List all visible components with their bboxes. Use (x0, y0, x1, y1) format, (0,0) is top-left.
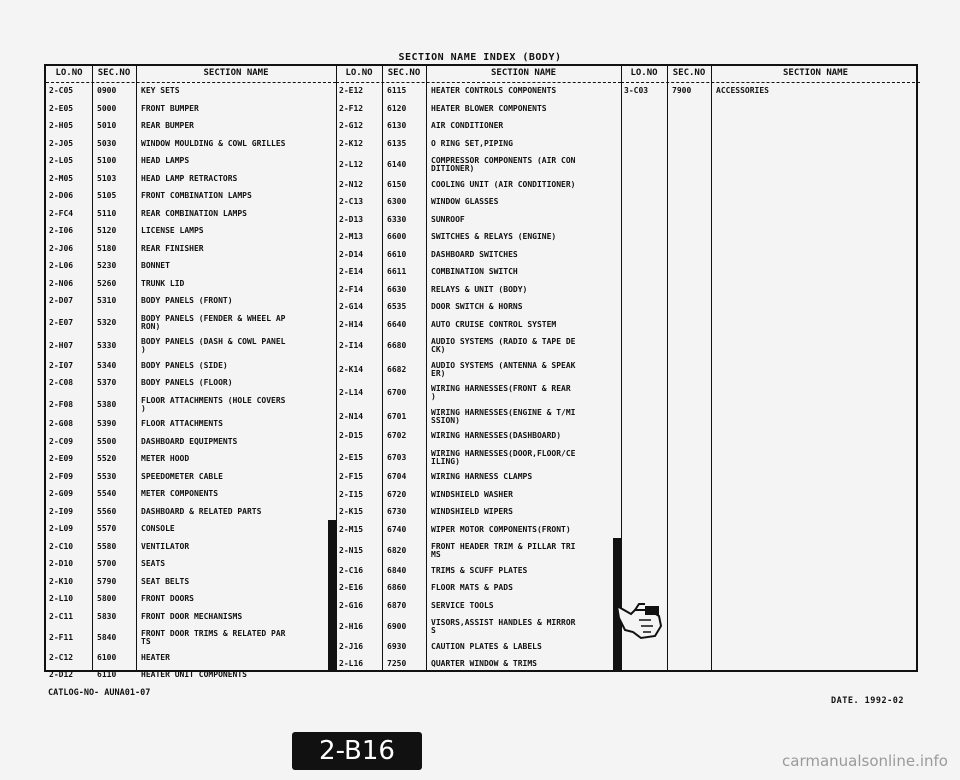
table-row (336, 121, 621, 139)
sec-number: 5530 (97, 471, 117, 481)
section-name: SEATS (141, 559, 166, 568)
header-section-name: SECTION NAME (490, 68, 557, 78)
lo-number: 2-C08 (49, 378, 74, 387)
index-column-2 (336, 66, 621, 670)
lo-number: 2-C11 (49, 611, 74, 621)
section-name: SWITCHES & RELAYS (ENGINE) (431, 232, 557, 241)
section-name: REAR COMBINATION LAMPS (141, 208, 247, 218)
lo-number: 2-G16 (339, 600, 364, 610)
section-name: FRONT DOORS (141, 594, 194, 603)
table-row (46, 559, 336, 577)
sec-number: 0900 (97, 86, 117, 95)
section-name: HEATER UNIT COMPONENTS (141, 670, 247, 679)
sec-number: 6150 (387, 179, 407, 189)
table-row (336, 525, 621, 543)
section-name: TRIMS & SCUFF PLATES (431, 565, 528, 575)
table-row (336, 408, 621, 432)
lo-number: 2-G09 (49, 489, 74, 498)
section-name: HEAD LAMPS (141, 156, 190, 165)
lo-number: 2-E05 (49, 103, 74, 113)
table-row (46, 629, 336, 653)
section-name: LICENSE LAMPS (141, 226, 204, 235)
lo-number: 2-K12 (339, 138, 364, 148)
section-name: AIR CONDITIONER (431, 121, 504, 130)
section-name: FRONT HEADER TRIM & PILLAR TRI (431, 542, 576, 551)
lo-number: 2-J06 (49, 243, 74, 253)
section-name-cont: MS (431, 550, 441, 559)
table-row (46, 542, 336, 560)
lo-number: 2-D15 (339, 431, 364, 440)
lo-number: 2-D13 (339, 214, 364, 224)
lo-number: 2-D07 (49, 296, 74, 305)
sec-number: 6820 (387, 546, 407, 555)
section-name-cont: ER) (431, 368, 446, 378)
watermark-text: carmanualsonline.info (782, 752, 948, 770)
lo-number: 2-C10 (49, 541, 74, 551)
section-name: VISORS,ASSIST HANDLES & MIRROR (431, 618, 576, 627)
sec-number: 6640 (387, 319, 407, 329)
sec-number: 5340 (97, 360, 117, 370)
lo-number: 2-E12 (339, 86, 364, 95)
lo-number: 2-I15 (339, 489, 364, 499)
section-name: DOOR SWITCH & HORNS (431, 302, 523, 311)
table-row (336, 566, 621, 584)
header-rule (46, 82, 336, 83)
section-name-cont: RON) (141, 321, 161, 331)
section-name: FRONT COMBINATION LAMPS (141, 191, 252, 200)
section-name: AUTO CRUISE CONTROL SYSTEM (431, 319, 557, 329)
section-name: O RING SET,PIPING (431, 138, 513, 148)
table-row (336, 431, 621, 449)
column-edge-bar (328, 520, 336, 670)
section-name: DASHBOARD EQUIPMENTS (141, 436, 238, 446)
table-row (336, 267, 621, 285)
table-row (336, 215, 621, 233)
table-row (46, 191, 336, 209)
sec-number: 6730 (387, 507, 407, 516)
header-sec-no: SEC.NO (387, 68, 421, 78)
sec-number: 6300 (387, 197, 407, 206)
lo-number: 2-L16 (339, 659, 364, 668)
section-name: ACCESSORIES (716, 86, 769, 95)
header-sec-no: SEC.NO (672, 68, 706, 78)
sec-number: 6135 (387, 138, 407, 148)
sec-number: 5540 (97, 489, 117, 498)
table-row (336, 320, 621, 338)
table-row (46, 337, 336, 361)
lo-number: 2-E07 (49, 317, 74, 327)
section-name: WIRING HARNESSES(FRONT & REAR (431, 384, 571, 393)
catalog-date: DATE. 1992-02 (830, 696, 904, 706)
sec-number: 6140 (387, 160, 407, 169)
sec-number: 6702 (387, 431, 407, 440)
sec-number: 5500 (97, 436, 117, 446)
sec-number: 6701 (387, 411, 407, 421)
section-name: AUDIO SYSTEMS (ANTENNA & SPEAK (431, 360, 576, 370)
table-row (336, 642, 621, 660)
sec-number: 6120 (387, 103, 407, 113)
section-name: DASHBOARD SWITCHES (431, 249, 518, 259)
section-name: AUDIO SYSTEMS (RADIO & TAPE DE (431, 337, 576, 346)
table-row (46, 361, 336, 379)
table-row (46, 121, 336, 139)
section-name: WIPER MOTOR COMPONENTS(FRONT) (431, 524, 571, 534)
lo-number: 2-I07 (49, 360, 74, 370)
section-name: SERVICE TOOLS (431, 600, 494, 610)
section-name: CONSOLE (141, 524, 175, 533)
table-row (46, 244, 336, 262)
sec-number: 6610 (387, 249, 407, 259)
header-section-name: SECTION NAME (782, 68, 849, 78)
sec-number: 5840 (97, 633, 117, 642)
sec-number: 6600 (387, 232, 407, 241)
lo-number: 2-C09 (49, 436, 74, 446)
header-rule (621, 82, 920, 83)
table-row (336, 507, 621, 525)
table-row (336, 180, 621, 198)
sec-number: 5103 (97, 173, 117, 183)
pointing-hand-icon (615, 596, 665, 642)
header-rule (336, 82, 621, 83)
sec-number: 6860 (387, 583, 407, 592)
table-row (336, 472, 621, 490)
table-row (336, 384, 621, 408)
lo-number: 2-E14 (339, 267, 364, 276)
section-name: COOLING UNIT (AIR CONDITIONER) (431, 179, 576, 189)
lo-number: 2-FC4 (49, 208, 74, 218)
section-name-cont: CK) (431, 345, 446, 354)
sec-number: 6680 (387, 341, 407, 350)
table-row (336, 337, 621, 361)
section-name: WIRING HARNESSES(ENGINE & T/MI (431, 407, 576, 417)
table-row (46, 209, 336, 227)
section-name-cont: SSION) (431, 415, 460, 425)
sec-number: 5560 (97, 506, 117, 516)
table-row (46, 507, 336, 525)
section-name: HEATER (141, 652, 170, 662)
lo-number: 2-E15 (339, 452, 364, 462)
sec-number: 5105 (97, 191, 117, 200)
table-row (46, 378, 336, 396)
sec-number: 5030 (97, 138, 117, 148)
header-lo-no: LO.NO (630, 68, 658, 78)
table-row (336, 449, 621, 473)
table-row (336, 490, 621, 508)
sec-number: 6900 (387, 622, 407, 631)
sec-number: 5520 (97, 454, 117, 463)
table-row (46, 261, 336, 279)
lo-number: 2-D14 (339, 249, 364, 259)
section-name: TRUNK LID (141, 278, 185, 288)
sec-number: 5180 (97, 243, 117, 253)
section-name: WINDSHIELD WIPERS (431, 507, 513, 516)
column-rule (711, 66, 712, 670)
table-row (336, 542, 621, 566)
lo-number: 2-L06 (49, 261, 74, 270)
lo-number: 2-G12 (339, 121, 364, 130)
lo-number: 2-I14 (339, 341, 364, 350)
table-row (336, 232, 621, 250)
lo-number: 2-H16 (339, 622, 364, 631)
sec-number: 6130 (387, 121, 407, 130)
lo-number: 2-H14 (339, 319, 364, 329)
sec-number: 5120 (97, 226, 117, 235)
sec-number: 5570 (97, 524, 117, 533)
sec-number: 7250 (387, 659, 407, 668)
lo-number: 2-L09 (49, 524, 74, 533)
section-name-cont: ) (141, 345, 146, 354)
table-row (336, 583, 621, 601)
sec-number: 6330 (387, 214, 407, 224)
sec-number: 5230 (97, 261, 117, 270)
lo-number: 2-N15 (339, 546, 364, 555)
table-row (46, 104, 336, 122)
column-rule (667, 66, 668, 670)
section-name: SEAT BELTS (141, 576, 190, 586)
section-name: BODY PANELS (FRONT) (141, 296, 233, 305)
table-row (46, 437, 336, 455)
lo-number: 2-L05 (49, 156, 74, 165)
lo-number: 2-L12 (339, 160, 364, 169)
section-name: WINDOW MOULDING & COWL GRILLES (141, 138, 286, 148)
table-row (46, 472, 336, 490)
sec-number: 6110 (97, 670, 117, 679)
lo-number: 2-N12 (339, 179, 364, 189)
sec-number: 6840 (387, 565, 407, 575)
sec-number: 5700 (97, 559, 117, 568)
table-row (46, 653, 336, 671)
table-row (336, 659, 621, 677)
header-lo-no: LO.NO (55, 68, 83, 78)
section-name: FLOOR ATTACHMENTS (141, 419, 223, 428)
lo-number: 2-K15 (339, 507, 364, 516)
lo-number: 2-J05 (49, 138, 74, 148)
page-title: SECTION NAME INDEX (BODY) (398, 52, 562, 63)
lo-number: 2-D10 (49, 559, 74, 568)
lo-number: 2-F14 (339, 284, 364, 294)
lo-number: 2-E09 (49, 454, 74, 463)
table-row (336, 250, 621, 268)
sec-number: 5390 (97, 419, 117, 428)
section-name-cont: ) (431, 392, 436, 401)
section-name: FRONT DOOR TRIMS & RELATED PAR (141, 629, 286, 638)
section-name: FLOOR ATTACHMENTS (HOLE COVERS (141, 395, 286, 405)
section-name: FRONT BUMPER (141, 103, 199, 113)
lo-number: 2-N14 (339, 411, 364, 421)
lo-number: 3-C03 (624, 86, 649, 95)
section-name: SPEEDOMETER CABLE (141, 471, 223, 481)
page-number-badge: 2-B16 (292, 732, 422, 770)
sec-number: 5110 (97, 208, 117, 218)
section-name: BONNET (141, 261, 170, 270)
sec-number: 6682 (387, 364, 407, 374)
sec-number: 6703 (387, 452, 407, 462)
sec-number: 6740 (387, 524, 407, 534)
section-name-cont: ) (141, 403, 146, 413)
sec-number: 6704 (387, 472, 407, 481)
lo-number: 2-I06 (49, 226, 74, 235)
sec-number: 5380 (97, 399, 117, 409)
lo-number: 2-E16 (339, 583, 364, 592)
sec-number: 5370 (97, 378, 117, 387)
table-row (46, 296, 336, 314)
table-row (336, 601, 621, 619)
table-row (46, 226, 336, 244)
section-name: BODY PANELS (SIDE) (141, 360, 228, 370)
lo-number: 2-I09 (49, 506, 74, 516)
table-row (46, 396, 336, 420)
table-row (46, 454, 336, 472)
lo-number: 2-C05 (49, 86, 74, 95)
table-row (336, 361, 621, 385)
table-row (621, 86, 920, 104)
lo-number: 2-J16 (339, 641, 364, 651)
section-name: HEAD LAMP RETRACTORS (141, 173, 238, 183)
lo-number: 2-C12 (49, 652, 74, 662)
sec-number: 5330 (97, 341, 117, 350)
section-name: CAUTION PLATES & LABELS (431, 641, 542, 651)
lo-number: 2-H07 (49, 341, 74, 350)
table-row (46, 594, 336, 612)
lo-number: 2-M05 (49, 173, 74, 183)
section-name: WINDSHIELD WASHER (431, 489, 513, 499)
sec-number: 5320 (97, 317, 117, 327)
lo-number: 2-G14 (339, 302, 364, 311)
section-name: REAR BUMPER (141, 121, 194, 130)
table-row (336, 285, 621, 303)
section-name-cont: ILING) (431, 456, 460, 466)
sec-number: 5260 (97, 278, 117, 288)
section-name: COMPRESSOR COMPONENTS (AIR CON (431, 156, 576, 165)
sec-number: 5830 (97, 611, 117, 621)
section-name: SUNROOF (431, 214, 465, 224)
section-name-cont: S (431, 626, 436, 635)
section-name: DASHBOARD & RELATED PARTS (141, 506, 262, 516)
lo-number: 2-H05 (49, 121, 74, 130)
table-row (46, 489, 336, 507)
section-name: REAR FINISHER (141, 243, 204, 253)
table-row (46, 314, 336, 338)
lo-number: 2-M15 (339, 524, 364, 534)
section-name: METER COMPONENTS (141, 489, 219, 498)
sec-number: 6535 (387, 302, 407, 311)
sec-number: 5310 (97, 296, 117, 305)
sec-number: 6870 (387, 600, 407, 610)
section-name: HEATER BLOWER COMPONENTS (431, 103, 547, 113)
table-row (46, 139, 336, 157)
section-name: BODY PANELS (FLOOR) (141, 378, 233, 387)
sec-number: 6611 (387, 267, 407, 276)
lo-number: 2-F15 (339, 472, 364, 481)
lo-number: 2-D12 (49, 670, 74, 679)
section-index-table (44, 64, 918, 679)
section-name: RELAYS & UNIT (BODY) (431, 284, 528, 294)
section-name: BODY PANELS (DASH & COWL PANEL (141, 337, 286, 346)
lo-number: 2-D06 (49, 191, 74, 200)
lo-number: 2-F12 (339, 103, 364, 113)
sec-number: 5790 (97, 576, 117, 586)
section-name: HEATER CONTROLS COMPONENTS (431, 86, 557, 95)
table-row (46, 86, 336, 104)
table-row (336, 302, 621, 320)
table-row (46, 156, 336, 174)
table-row (336, 618, 621, 642)
sec-number: 6115 (387, 86, 407, 95)
lo-number: 2-F09 (49, 471, 74, 481)
table-row (46, 279, 336, 297)
sec-number: 5800 (97, 594, 117, 603)
lo-number: 2-F11 (49, 633, 74, 642)
sec-number: 6930 (387, 641, 407, 651)
lo-number: 2-F08 (49, 399, 74, 409)
lo-number: 2-L14 (339, 388, 364, 397)
section-name: FRONT DOOR MECHANISMS (141, 611, 243, 621)
lo-number: 2-K10 (49, 576, 74, 586)
header-lo-no: LO.NO (345, 68, 373, 78)
sec-number: 6720 (387, 489, 407, 499)
index-column-3 (621, 66, 920, 670)
section-name: FLOOR MATS & PADS (431, 583, 513, 592)
lo-number: 2-M13 (339, 232, 364, 241)
lo-number: 2-L10 (49, 594, 74, 603)
table-row (46, 419, 336, 437)
lo-number: 2-C13 (339, 197, 364, 206)
section-name: VENTILATOR (141, 541, 190, 551)
section-name: QUARTER WINDOW & TRIMS (431, 659, 537, 668)
table-row (46, 670, 336, 688)
index-column-1 (46, 66, 336, 679)
header-sec-no: SEC.NO (97, 68, 131, 78)
section-name: METER HOOD (141, 454, 190, 463)
table-row (336, 86, 621, 104)
table-row (46, 612, 336, 630)
table-row (46, 524, 336, 542)
sec-number: 5100 (97, 156, 117, 165)
sec-number: 7900 (672, 86, 692, 95)
sec-number: 6100 (97, 652, 117, 662)
section-name: KEY SETS (141, 86, 180, 95)
section-name: COMBINATION SWITCH (431, 267, 518, 276)
lo-number: 2-C16 (339, 565, 364, 575)
catalog-number: CATLOG-NO- AUNA01-07 (48, 688, 151, 698)
lo-number: 2-K14 (339, 364, 364, 374)
table-row (46, 577, 336, 595)
lo-number: 2-G08 (49, 419, 74, 428)
section-name: WIRING HARNESSES(DASHBOARD) (431, 431, 562, 440)
table-row (46, 174, 336, 192)
table-row (336, 139, 621, 157)
section-name: BODY PANELS (FENDER & WHEEL AP (141, 313, 286, 323)
table-row (336, 197, 621, 215)
column-divider (621, 66, 622, 670)
sec-number: 6630 (387, 284, 407, 294)
header-section-name: SECTION NAME (203, 68, 269, 78)
section-name-cont: TS (141, 637, 151, 646)
section-name: WIRING HARNESSES(DOOR,FLOOR/CE (431, 448, 576, 458)
table-row (336, 156, 621, 180)
sec-number: 6700 (387, 388, 407, 397)
sec-number: 5000 (97, 103, 117, 113)
sec-number: 5580 (97, 541, 117, 551)
table-row (336, 104, 621, 122)
section-name: WIRING HARNESS CLAMPS (431, 472, 533, 481)
section-name-cont: DITIONER) (431, 164, 475, 173)
sec-number: 5010 (97, 121, 117, 130)
section-name: WINDOW GLASSES (431, 197, 499, 206)
lo-number: 2-N06 (49, 278, 74, 288)
